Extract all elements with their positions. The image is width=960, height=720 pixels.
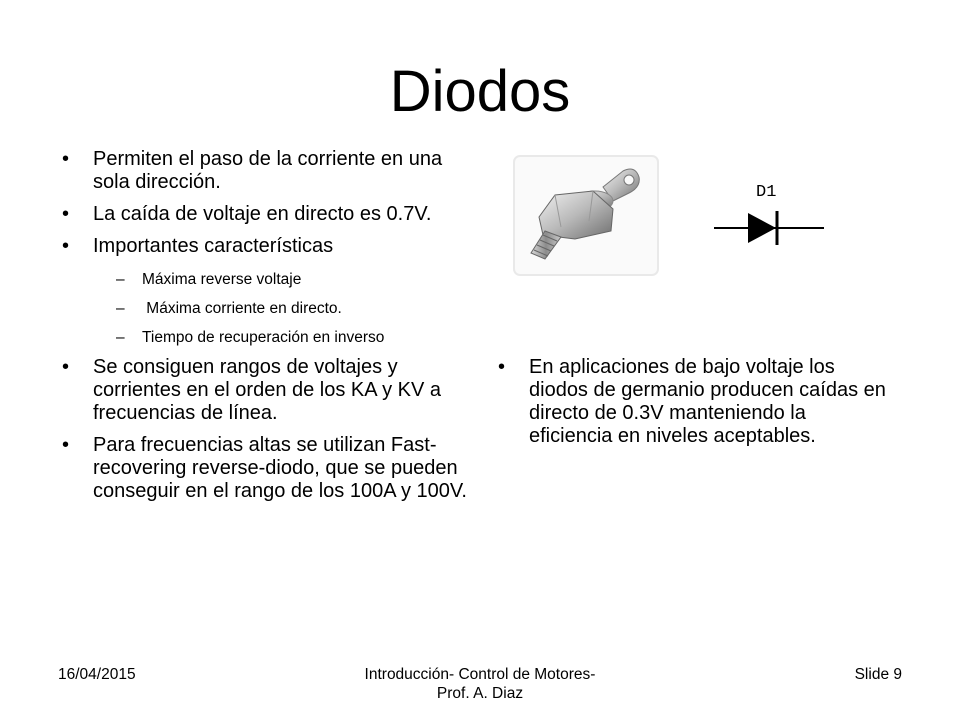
bullet-item [494, 356, 894, 448]
bullet-text: Permiten el paso de la corriente en una sola dirección. [93, 148, 443, 193]
bullet-dot: • [62, 356, 70, 378]
footer-slide-number: Slide 9 [854, 666, 902, 683]
bullet-text: Para frecuencias altas se utilizan Fast-recovering reverse-diodo, que se pueden conseguir en el rango de los 100A y 100V. [93, 434, 467, 502]
footer-title-line: Introducción- Control de Motores- [364, 666, 596, 683]
sub-bullet-item [58, 329, 468, 346]
footer-date: 16/04/2015 [58, 666, 136, 683]
bullet-dot: • [62, 203, 70, 225]
bullet-dot: • [62, 434, 70, 456]
stud-diode-image [515, 157, 657, 274]
diode-photo [513, 155, 659, 276]
bullet-item [58, 356, 468, 425]
bullet-item [58, 434, 468, 503]
right-bullet-list [494, 356, 894, 457]
bullet-text: Se consiguen rangos de voltajes y corrientes en el orden de los KA y KV a frecuencias de línea. [93, 356, 441, 424]
bullet-item [58, 235, 468, 258]
sub-bullet-item [58, 300, 468, 317]
sub-bullet-dash: – [116, 300, 125, 317]
bullet-text: La caída de voltaje en directo es 0.7V. [93, 203, 432, 225]
bullet-dot: • [498, 356, 506, 378]
bullet-item [58, 203, 468, 226]
sub-bullet-text: Máxima reverse voltaje [142, 271, 302, 288]
bullet-text: En aplicaciones de bajo voltaje los diodos de germanio producen caídas en directo de 0.3V manteniendo la eficiencia en niveles aceptables. [529, 356, 886, 447]
footer-title-line: Prof. A. Diaz [436, 685, 524, 702]
sub-bullet-item [58, 271, 468, 288]
bullet-dot: • [62, 235, 70, 257]
diode-symbol [710, 178, 840, 253]
sub-bullet-dash: – [116, 329, 125, 346]
bullet-text: Importantes características [93, 235, 334, 257]
bullet-item [58, 148, 468, 194]
diode-label: D1 [756, 183, 777, 202]
sub-bullet-dash: – [116, 271, 125, 288]
bullet-dot: • [62, 148, 70, 170]
sub-bullet-text: Máxima corriente en directo. [142, 300, 342, 317]
footer-title [330, 665, 630, 703]
left-bullet-list [58, 148, 468, 512]
diode-triangle [748, 213, 776, 243]
slide-title: Diodos [389, 59, 571, 124]
sub-bullet-text: Tiempo de recuperación en inverso [142, 329, 385, 346]
